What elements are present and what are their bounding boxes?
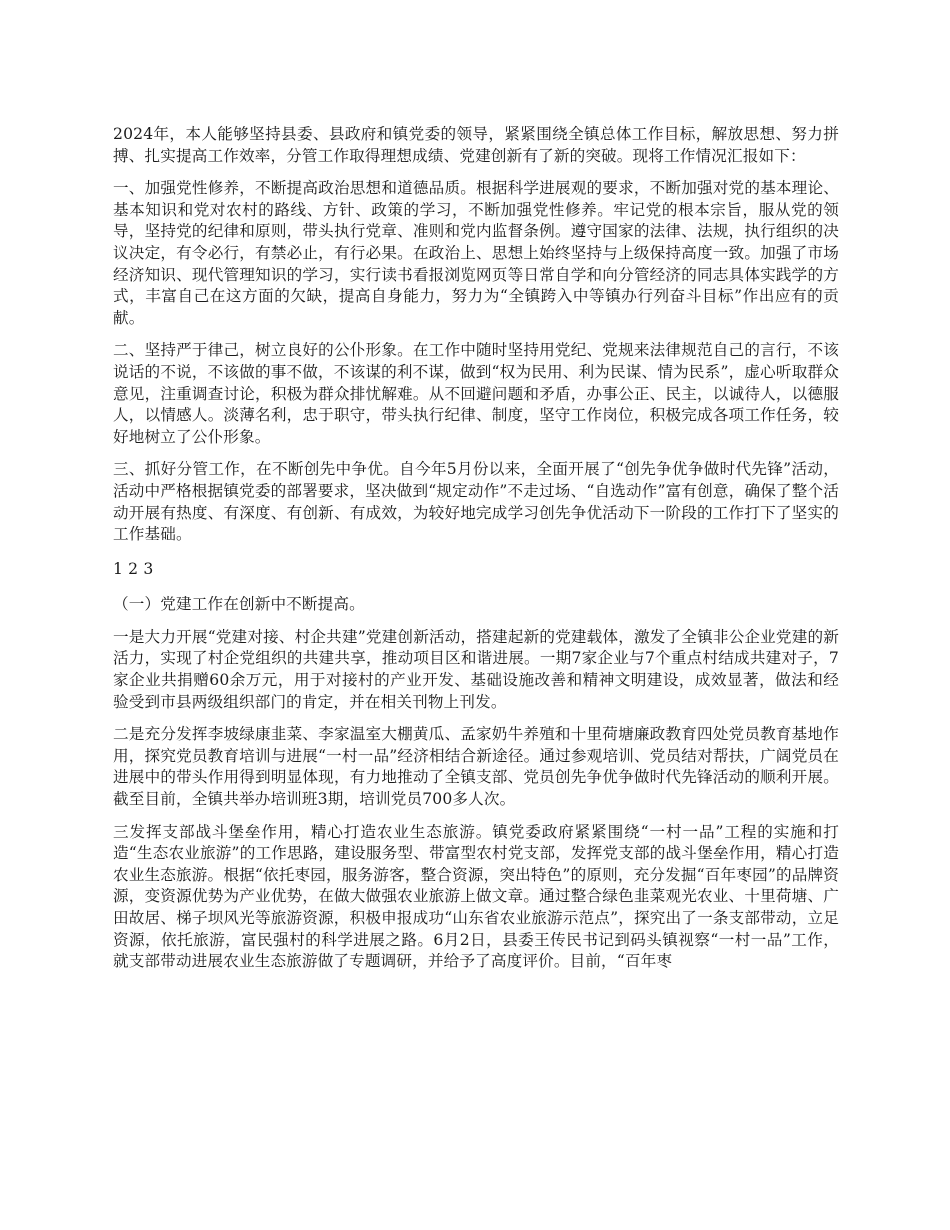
paragraph-point-3: 三发挥支部战斗堡垒作用，精心打造农业生态旅游。镇党委政府紧紧围绕“一村一品”工程的实施和打造“生态农业旅游”的工作思路，建设服务型、带富型农村党支部，发挥党支部的战斗堡垒作用，精心打造农业生态旅游。根据“依托枣园，服务游客，整合资源，突出特色”的原则，充分发掘“百年枣园”的品牌资源，变资源优势为产业优势，在做大做强农业旅游上做文章。通过整合绿色韭菜观光农业、十里荷塘、广田故居、梯子坝风光等旅游资源，积极申报成功“山东省农业旅游示范点”，探究出了一条支部带动，立足资源，依托旅游，富民强村的科学进展之路。6月2日，县委王传民书记到码头镇视察“一村一品”工作，就支部带动进展农业生态旅游做了专题调研，并给予了高度评价。目前，“百年枣 — [113, 822, 839, 971]
document-body — [113, 124, 839, 984]
paragraph-section-2: 二、坚持严于律己，树立良好的公仆形象。在工作中随时坚持用党纪、党规来法律规范自己的言行，不该说话的不说，不该做的事不做，不该谋的利不谋，做到“权为民用、利为民谋、情为民系”，虚心听取群众意见，注重调查讨论，积极为群众排忧解难。从不回避问题和矛盾，办事公正、民主，以诚待人，以德服人，以情感人。淡薄名利，忠于职守，带头执行纪律、制度，坚守工作岗位，积极完成各项工作任务，较好地树立了公仆形象。 — [113, 341, 839, 446]
paragraph-point-1: 一是大力开展“党建对接、村企共建”党建创新活动，搭建起新的党建载体，激发了全镇非公企业党建的新活力，实现了村企党组织的共建共享，推动项目区和谐进展。一期7家企业与7个重点村结成共建对子，7家企业共捐赠60余万元，用于对接村的产业开发、基础设施改善和精神文明建设，成效显著，做法和经验受到市县两级组织部门的肯定，并在相关刊物上刊发。 — [113, 627, 839, 711]
paragraph-numbers: 1 2 3 — [113, 559, 154, 578]
paragraph-subheading: （一）党建工作在创新中不断提高。 — [113, 595, 365, 614]
paragraph-section-1: 一、加强党性修养，不断提高政治思想和道德品质。根据科学进展观的要求，不断加强对党的基本理论、基本知识和党对农村的路线、方针、政策的学习，不断加强党性修养。牢记党的根本宗旨，服从党的领导，坚持党的纪律和原则，带头执行党章、准则和党内监督条例。遵守国家的法律、法规，执行组织的决议决定，有令必行，有禁必止，有行必果。在政治上、思想上始终坚持与上级保持高度一致。加强了市场经济知识、现代管理知识的学习，实行读书看报浏览网页等日常自学和向分管经济的同志具体实践学的方式，丰富自己在这方面的欠缺，提高自身能力，努力为“全镇跨入中等镇办行列奋斗目标”作出应有的贡献。 — [113, 179, 839, 327]
paragraph-point-2: 二是充分发挥李坡绿康韭菜、李家温室大棚黄瓜、孟家奶牛养殖和十里荷塘廉政教育四处党员教育基地作用，探究党员教育培训与进展“一村一品”经济相结合新途径。通过参观培训、党员结对帮扶，广阔党员在进展中的带头作用得到明显体现，有力地推动了全镇支部、党员创先争优争做时代先锋活动的顺利开展。截至目前，全镇共举办培训班3期，培训党员700多人次。 — [113, 725, 839, 809]
paragraph-intro: 2024年，本人能够坚持县委、县政府和镇党委的领导，紧紧围绕全镇总体工作目标，解放思想、努力拼搏、扎实提高工作效率，分管工作取得理想成绩、党建创新有了新的突破。现将工作情况汇报如下： — [113, 125, 839, 165]
paragraph-section-3: 三、抓好分管工作，在不断创先中争优。自今年5月份以来，全面开展了“创先争优争做时代先锋”活动，活动中严格根据镇党委的部署要求，坚决做到“规定动作”不走过场、“自选动作”富有创意，确保了整个活动开展有热度、有深度、有创新、有成效，为较好地完成学习创先争优活动下一阶段的工作打下了坚实的工作基础。 — [113, 460, 839, 544]
